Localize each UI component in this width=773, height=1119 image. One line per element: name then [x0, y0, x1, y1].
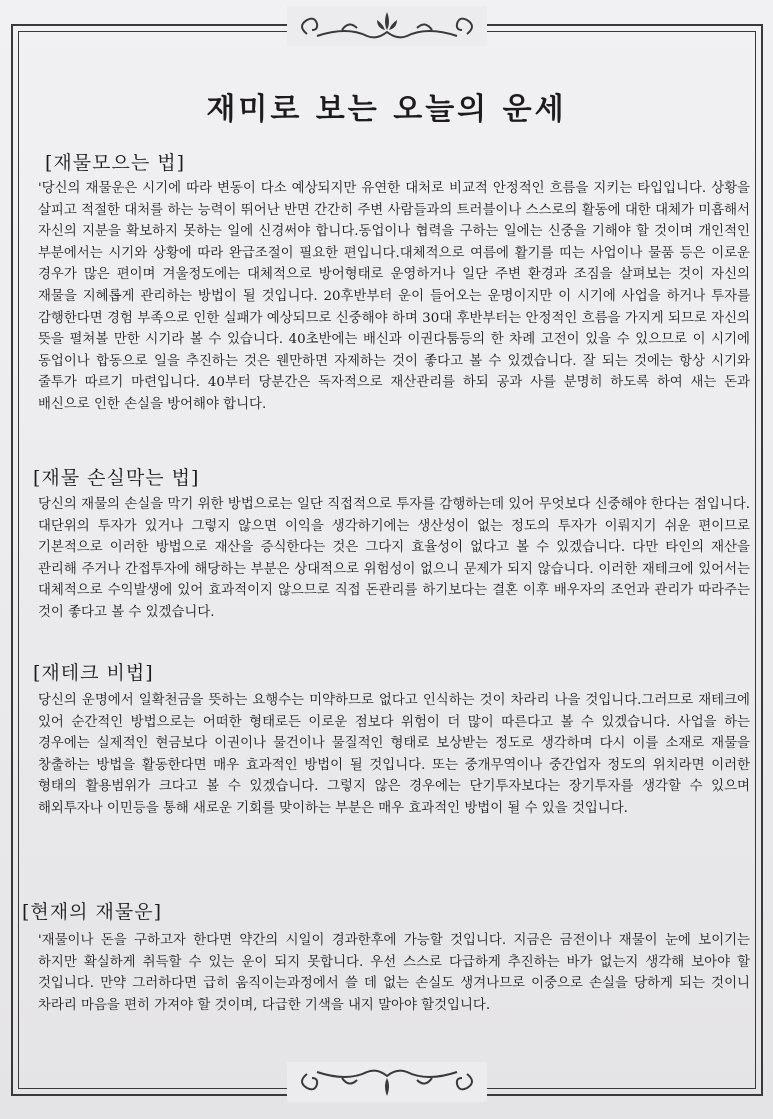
bottom-ornament-icon [287, 1062, 487, 1102]
section-body: 당신의 재물의 손실을 막기 위한 방법으로는 일단 직접적으로 투자를 감행하는데 있어 무엇보다 신중해야 한다는 점입니다. 대단위의 투자가 있거나 그렇지 않으면 이익을 생각하기에는 생산성이 없는 정도의 투자가 이뤄지기 쉬운 편이므로 기본적으로 이러한 방법으로 재산을 증식한다는 것은 그다지 효율성이 없다고 볼 수 있겠습니다. 다만 타인의 재산을 관리해 주거나 간접투자에 해당하는 부분은 상대적으로 위험성이 없으니 문제가 되지 않습니다. 이러한 재테크에 있어서는 대체적으로 수익발생에 있어 효과적이지 않으므로 직접 돈관리를 하기보다는 결혼 이후 배우자의 조언과 관리가 따라주는 것이 좋다고 볼 수 있겠습니다. [38, 497, 750, 620]
section-body: '재물이나 돈을 구하고자 한다면 약간의 시일이 경과한후에 가능할 것입니다. 지금은 금전이나 재물이 눈에 보이기는 하지만 확실하게 취득할 수 있는 운이 되지 못합니다. 우선 스스로 다급하게 추진하는 바가 없는지 생각해 보아야 할 것입니다. 만약 그러하다면 급히 움직이는과정에서 쓸 데 없는 손실도 생겨나므로 이중으로 손실을 당하게 되는 것이니 차라리 마음을 편히 가져야 할 것이며, 다급한 기색을 내지 말아야 할것입니다. [38, 933, 750, 1013]
section-body: 당신의 운명에서 일확천금을 뜻하는 요행수는 미약하므로 없다고 인식하는 것이 차라리 나을 것입니다.그러므로 재테크에 있어 순간적인 방법으로는 어떠한 형태로든 이로운 점보다 위험이 더 많이 따른다고 볼 수 있겠습니다. 사업을 하는 경우에는 실제적인 현금보다 이권이나 물건이나 물질적인 형태로 보상받는 정도로 생각하며 다시 이를 소재로 재물을 창출하는 방법을 활동한다면 매우 효과적인 방법이 될 것입니다. 또는 중개무역이나 중간업자 정도의 위치라면 이러한 형태의 활용범위가 크다고 볼 수 있겠습니다. 그렇지 않은 경우에는 단기투자보다는 장기투자를 생각할 수 있으며 해외투자나 이민등을 통해 새로운 기회를 맞이하는 부분은 매우 효과적인 방법이 될 수 있을 것입니다. [38, 693, 750, 816]
top-ornament-icon [287, 6, 487, 46]
section-heading: [현재의 재물운] [22, 901, 162, 923]
section-heading: [재물모으는 법] [45, 152, 185, 174]
page-title: 재미로 보는 오늘의 운세 [206, 92, 567, 127]
section-heading: [재테크 비법] [33, 662, 154, 684]
section-heading: [재물 손실막는 법] [33, 467, 200, 489]
section-body: '당신의 재물운은 시기에 따라 변동이 다소 예상되지만 유연한 대처로 비교적 안정적인 흐름을 지키는 타입입니다. 상황을 살피고 적절한 대처를 하는 능력이 뛰어난 반면 간간히 주변 사람들과의 트러블이나 스스로의 활동에 대한 대체가 미흡해서 자신의 지분을 확보하지 못하는 일에 신경써야 합니다.동업이나 협력을 구하는 일에는 신중을 기해야 할 것이며 개인적인 부분에서는 시기와 상황에 따라 완급조절이 필요한 편입니다.대체적으로 여름에 활기를 띠는 사업이나 물품 등은 이로운 경우가 많은 편이며 겨울정도에는 대체적으로 방어형태로 운영하거나 일단 주변 환경과 조짐을 살펴보는 것이 자신의 재물을 지혜롭게 관리하는 방법이 될 것입니다. 20후반부터 운이 들어오는 운명이지만 이 시기에 사업을 하거나 투자를 감행한다면 경험 부족으로 인한 실패가 예상되므로 신중해야 하며 30대 후반부터는 안정적인 흐름을 가지게 되므로 자신의 뜻을 펼쳐볼 만한 시기라 볼 수 있습니다. 40초반에는 배신과 이권다툼등의 한 차례 고전이 있을 수 있으므로 이 시기에 동업이나 합동으로 일을 추진하는 것은 웬만하면 자제하는 것이 좋다고 볼 수 있겠습니다. 잘 되는 것에는 항상 시기와 줄투가 따르기 마련입니다. 40부터 당분간은 독자적으로 재산관리를 하되 공과 사를 분명히 하도록 하여 새는 돈과 배신으로 인한 손실을 방어해야 합니다. [38, 181, 750, 412]
